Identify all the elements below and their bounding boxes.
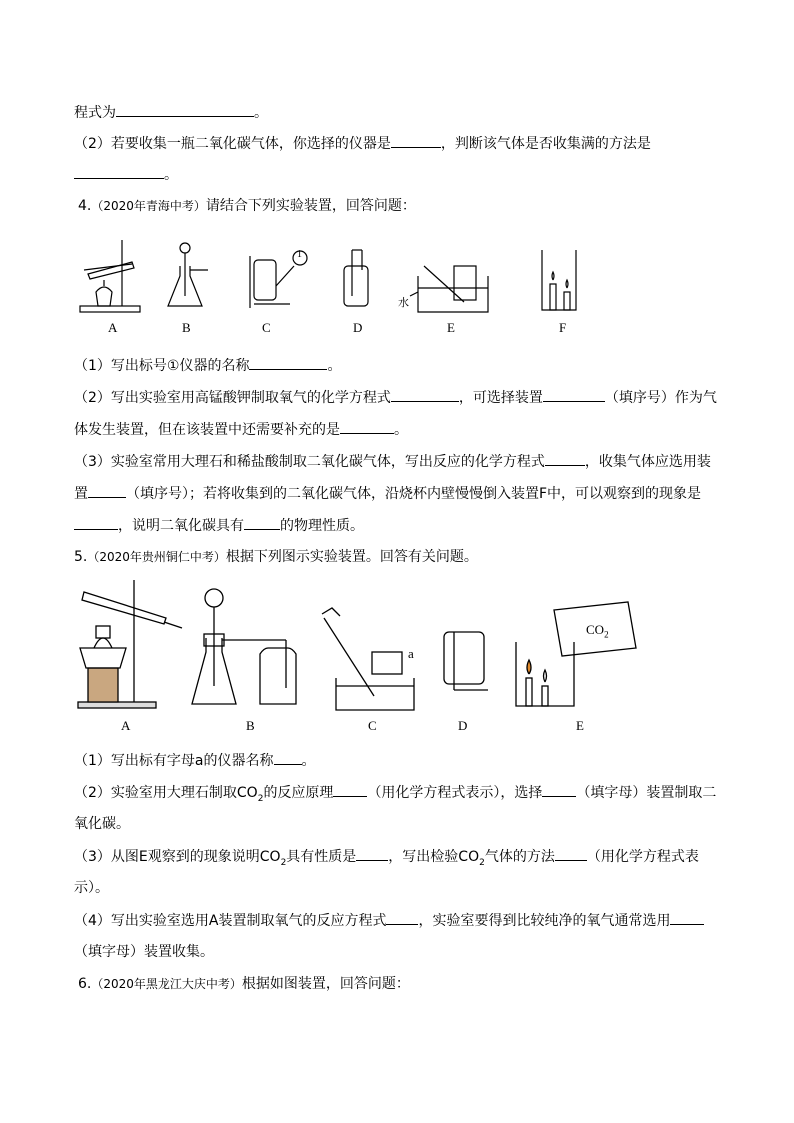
figure-label-small-a: a — [408, 646, 414, 661]
q4-text: 体发生装置，但在该装置中还需要补充的是 — [74, 422, 340, 438]
q4-text: （填序号）；若将收集到的二氧化碳气体，沿烧杯内壁慢慢倒入装置F中，可以观察到的现象是 — [126, 486, 702, 502]
q3-text: 。 — [254, 105, 268, 121]
answer-blank[interactable] — [670, 910, 704, 925]
q5-text: ，写出检验CO — [388, 849, 480, 865]
q5-p4b — [74, 942, 214, 962]
water-label: 水 — [398, 296, 409, 309]
q5-text: （用化学方程式表 — [586, 849, 699, 865]
q4-p2 — [74, 387, 717, 408]
question-number: 5. — [74, 549, 88, 565]
q4-text: （2）写出实验室用高锰酸钾制取氧气的化学方程式 — [74, 390, 391, 406]
q5-text: 。 — [301, 753, 316, 769]
answer-blank[interactable] — [391, 133, 441, 148]
question-number: 6. — [78, 976, 92, 992]
q4-text: 的物理性质。 — [280, 518, 364, 534]
figure-label-b: B — [246, 718, 255, 733]
question-prompt: 根据下列图示实验装置。回答有关问题。 — [225, 549, 478, 565]
answer-blank[interactable] — [74, 164, 164, 179]
figure-label-a: A — [108, 320, 118, 335]
q4-p1 — [74, 355, 341, 376]
question-prompt: 根据如图装置，回答问题： — [241, 976, 410, 992]
co2-bottle-label — [586, 622, 609, 640]
question-number: 4. — [78, 198, 92, 214]
apparatus-a-icon — [78, 580, 182, 708]
q5-p2 — [74, 782, 716, 809]
figure-label-b: B — [182, 320, 191, 335]
question-prompt: 请结合下列实验装置，回答问题： — [205, 198, 416, 214]
q4-text: ，说明二氧化碳具有 — [118, 518, 244, 534]
q4-text: ，可选择装置 — [458, 390, 543, 406]
figure-label-d: D — [458, 718, 468, 733]
q5-text: 具有性质是 — [286, 849, 357, 865]
answer-blank[interactable] — [74, 515, 118, 530]
q4-p2b — [74, 419, 408, 440]
q4-text: （1）写出标号①仪器的名称 — [74, 358, 250, 374]
q4-text: （填序号）作为气 — [604, 390, 717, 406]
q5-subscript: 2 — [280, 857, 287, 868]
apparatus-d-icon — [444, 632, 488, 690]
q3-text: 。 — [164, 167, 178, 183]
answer-blank[interactable] — [88, 483, 126, 498]
q5-p2b — [74, 814, 130, 834]
apparatus-e-icon — [516, 602, 636, 706]
co2-text: CO — [586, 622, 605, 637]
q5-p4 — [74, 910, 704, 931]
apparatus-f-icon — [542, 250, 576, 310]
answer-blank[interactable] — [356, 846, 388, 861]
q3-text: （2）若要收集一瓶二氧化碳气体，你选择的仪器是 — [74, 136, 391, 152]
q5-text: 气体的方法 — [484, 849, 555, 865]
answer-blank[interactable] — [333, 782, 367, 797]
answer-blank[interactable] — [340, 419, 394, 434]
co2-subscript: 2 — [604, 629, 609, 640]
q4-p3b — [74, 483, 701, 504]
answer-blank[interactable] — [116, 102, 254, 117]
apparatus-e-icon — [410, 266, 488, 312]
figure-label-c: C — [368, 718, 377, 733]
q3-text: ，判断该气体是否收集满的方法是 — [440, 136, 651, 152]
answer-blank[interactable] — [244, 515, 280, 530]
question-source: （2020年黑龙江大庆中考） — [91, 977, 242, 991]
q3-text: 程式为 — [74, 105, 116, 121]
q5-text: 的反应原理 — [263, 785, 334, 801]
q4-text: （3）实验室常用大理石和稀盐酸制取二氧化碳气体，写出反应的化学方程式 — [74, 454, 545, 470]
answer-blank[interactable] — [249, 355, 327, 370]
q6-heading — [78, 974, 410, 994]
q3-line2 — [74, 133, 651, 154]
q5-subscript: 2 — [257, 793, 264, 804]
question-source: （2020年贵州铜仁中考） — [87, 550, 226, 564]
answer-blank[interactable] — [386, 910, 418, 925]
circle-label-1: 1 — [297, 249, 302, 260]
q5-text: （4）写出实验室选用A装置制取氧气的反应方程式 — [74, 913, 387, 929]
q4-p3c — [74, 515, 364, 536]
answer-blank[interactable] — [542, 782, 576, 797]
q5-text: （用化学方程式表示），选择 — [367, 785, 543, 801]
q4-text: 。 — [327, 358, 342, 374]
q5-figure — [74, 578, 644, 736]
answer-blank[interactable] — [274, 750, 302, 765]
q4-apparatus-drawing — [74, 236, 594, 340]
q5-text: （1）写出标有字母a的仪器名称 — [74, 753, 274, 769]
answer-blank[interactable] — [555, 846, 587, 861]
q5-apparatus-drawing — [74, 578, 644, 736]
q4-heading — [78, 196, 416, 216]
q5-text: （2）实验室用大理石制取CO — [74, 785, 258, 801]
q5-text: （3）从图E观察到的现象说明CO — [74, 849, 281, 865]
apparatus-b-icon — [168, 243, 208, 306]
q4-p3 — [74, 451, 711, 472]
figure-label-d: D — [353, 320, 363, 335]
q3-line3 — [74, 164, 178, 185]
q5-text: （填字母）装置制取二 — [576, 785, 717, 801]
figure-label-e: E — [576, 718, 584, 733]
apparatus-a-icon — [80, 240, 140, 312]
q5-text: ，实验室要得到比较纯净的氧气通常选用 — [418, 913, 671, 929]
q5-text: （填字母）装置收集。 — [74, 944, 214, 960]
question-source: （2020年青海中考） — [91, 199, 206, 213]
q4-figure — [74, 236, 594, 340]
q4-text: ，收集气体应选用装 — [584, 454, 711, 470]
figure-label-e: E — [447, 320, 455, 335]
answer-blank[interactable] — [545, 451, 585, 466]
q5-p3 — [74, 846, 699, 873]
apparatus-d-icon — [344, 250, 368, 306]
apparatus-b-icon — [192, 589, 296, 704]
answer-blank[interactable] — [543, 387, 605, 402]
q5-subscript: 2 — [479, 857, 485, 868]
q5-heading — [74, 547, 478, 567]
q4-text: 。 — [394, 422, 408, 438]
q5-p1 — [74, 750, 316, 771]
apparatus-c-icon — [322, 608, 414, 710]
q5-text: 氧化碳。 — [74, 816, 130, 832]
answer-blank[interactable] — [391, 387, 459, 402]
figure-label-a: A — [121, 718, 131, 733]
q4-text: 置 — [74, 486, 88, 502]
q5-p3b — [74, 878, 109, 898]
figure-label-c: C — [262, 320, 271, 335]
figure-label-f: F — [559, 320, 567, 335]
q3-line1 — [74, 102, 268, 123]
q5-text: 示）。 — [74, 880, 109, 896]
